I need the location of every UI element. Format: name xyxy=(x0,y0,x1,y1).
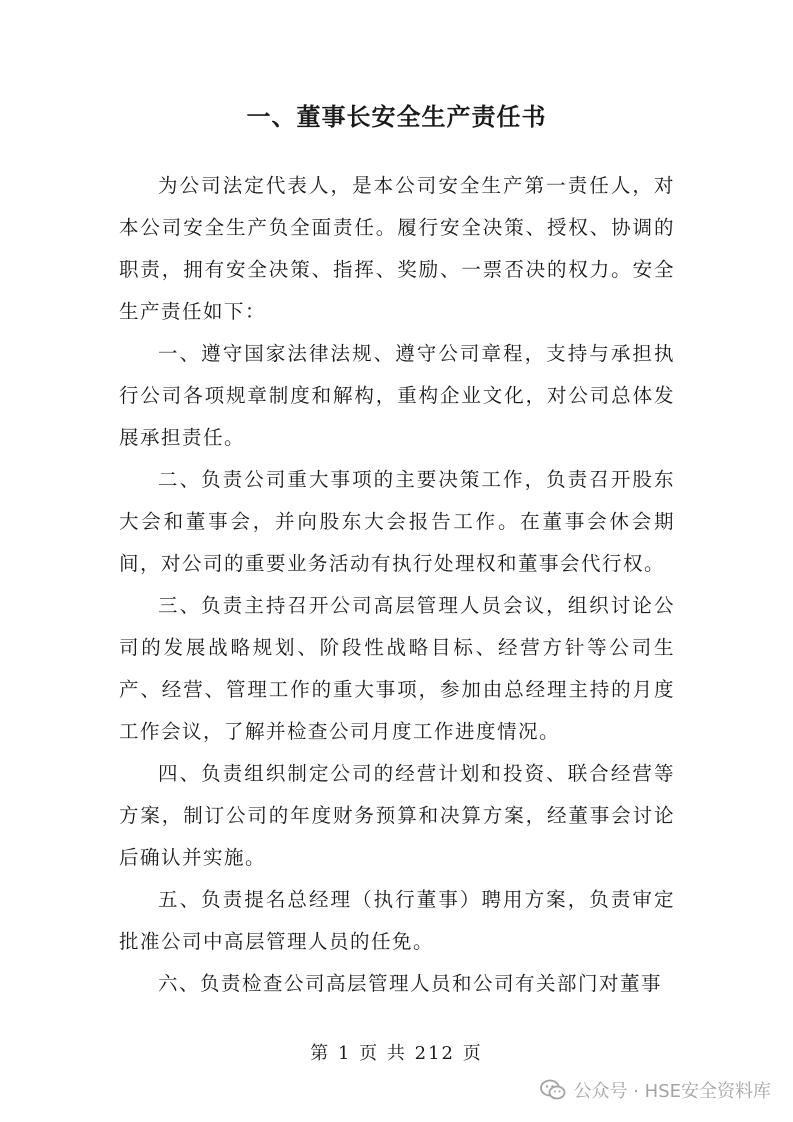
paragraph-item-3: 三、负责主持召开公司高层管理人员会议，组织讨论公司的发展战略规划、阶段性战略目标、经营方针等公司生产、经营、管理工作的重大事项，参加由总经理主持的月度工作会议，了解并检查公司月度工作进度情况。 xyxy=(119,594,675,743)
paragraph-item-5: 五、负责提名总经理（执行董事）聘用方案，负责审定批准公司中高层管理人员的任免。 xyxy=(119,888,675,953)
watermark-text: 公众号 · HSE安全资料库 xyxy=(573,1081,771,1102)
document-title: 一、董事长安全生产责任书 xyxy=(246,102,547,131)
paragraph-item-2: 二、负责公司重大事项的主要决策工作，负责召开股东大会和董事会，并向股东大会报告工作。在董事会休会期间，对公司的重要业务活动有执行处理权和董事会代行权。 xyxy=(119,468,675,575)
page-number-footer: 第 1 页 共 212 页 xyxy=(310,1043,483,1064)
wechat-official-account-icon xyxy=(540,1079,566,1101)
paragraph-intro: 为公司法定代表人，是本公司安全生产第一责任人，对本公司安全生产负全面责任。履行安全决策、授权、协调的职责，拥有安全决策、指挥、奖励、一票否决的权力。安全生产责任如下： xyxy=(119,174,675,323)
paragraph-item-6: 六、负责检查公司高层管理人员和公司有关部门对董事 xyxy=(158,972,663,995)
document-body xyxy=(119,165,675,1005)
paragraph-item-4: 四、负责组织制定公司的经营计划和投资、联合经营等方案，制订公司的年度财务预算和决算方案，经董事会讨论后确认并实施。 xyxy=(119,762,675,869)
watermark xyxy=(540,1074,772,1106)
paragraph-item-1: 一、遵守国家法律法规、遵守公司章程，支持与承担执行公司各项规章制度和解构，重构企业文化，对公司总体发展承担责任。 xyxy=(119,342,675,449)
